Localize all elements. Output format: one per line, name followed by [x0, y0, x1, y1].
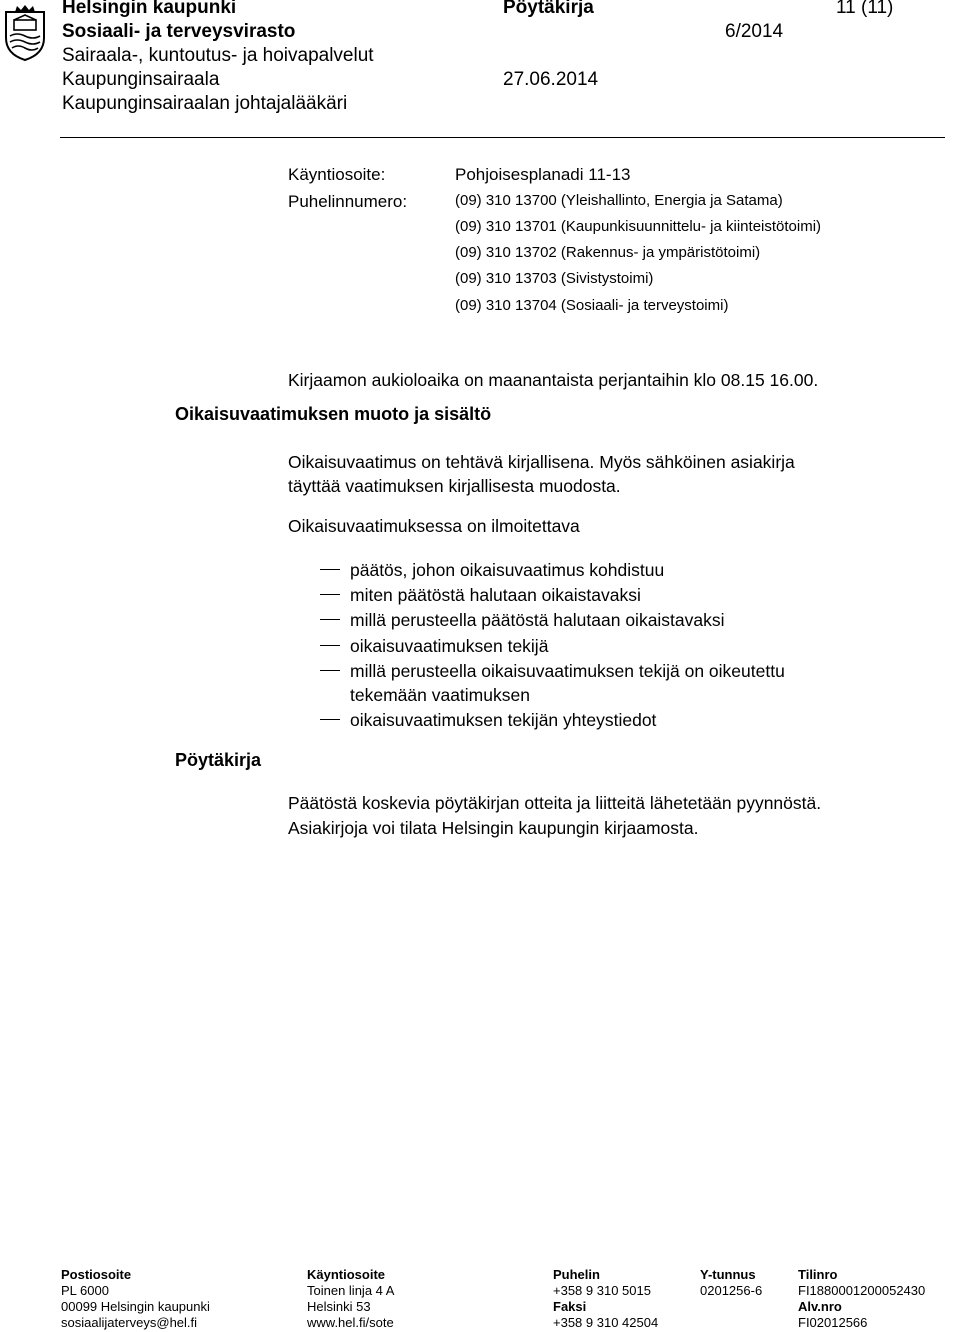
header-page-number: 11 (11) [836, 0, 894, 18]
footer-postal-city: 00099 Helsingin kaupunki [61, 1299, 210, 1314]
header-doc-type: Pöytäkirja [503, 0, 594, 18]
list-item: millä perusteella päätöstä halutaan oikaistavaksi [350, 610, 725, 630]
footer-postal-heading: Postiosoite [61, 1267, 132, 1282]
phone-line: (09) 310 13702 (Rakennus- ja ympäristötoimi) [455, 244, 761, 261]
list-item: miten päätöstä halutaan oikaistavaksi [350, 585, 641, 605]
footer-fax-number: +358 9 310 42504 [553, 1315, 659, 1330]
office-hours: Kirjaamon aukioloaika on maanantaista perjantaihin klo 08.15 16.00. [288, 370, 819, 390]
phone-label: Puhelinnumero: [288, 192, 408, 211]
section-heading-form: Oikaisuvaatimuksen muoto ja sisältö [175, 404, 492, 424]
list-dash-icon [320, 670, 340, 671]
footer-website: www.hel.fi/sote [307, 1315, 394, 1330]
form-list-intro: Oikaisuvaatimuksessa on ilmoitettava [288, 516, 580, 536]
footer-email: sosiaalijaterveys@hel.fi [61, 1315, 198, 1330]
header-agency: Sosiaali- ja terveysvirasto [62, 21, 296, 42]
list-item-continuation: tekemään vaatimuksen [350, 685, 530, 705]
phone-line: (09) 310 13703 (Sivistystoimi) [455, 270, 654, 287]
header-doc-number: 6/2014 [725, 21, 784, 42]
form-paragraph-line: Oikaisuvaatimus on tehtävä kirjallisena. Myös sähköinen asiakirja [288, 452, 795, 472]
list-dash-icon [320, 619, 340, 620]
header-date: 27.06.2014 [503, 69, 599, 90]
footer-account-number: FI1880001200052430 [798, 1283, 926, 1298]
footer-account-heading: Tilinro [798, 1267, 838, 1282]
phone-line: (09) 310 13701 (Kaupunkisuunnittelu- ja kiinteistötoimi) [455, 218, 822, 235]
footer-vat-heading: Alv.nro [798, 1299, 842, 1314]
minutes-text-line: Päätöstä koskevia pöytäkirjan otteita ja liitteitä lähetetään pyynnöstä. [288, 793, 822, 813]
header-divider [60, 137, 945, 138]
list-item: millä perusteella oikaisuvaatimuksen tekijä on oikeutettu [350, 661, 785, 681]
footer-postal-box: PL 6000 [61, 1283, 109, 1298]
list-dash-icon [320, 594, 340, 595]
footer-visit-street: Toinen linja 4 A [307, 1283, 395, 1298]
form-paragraph-line: täyttää vaatimuksen kirjallisesta muodosta. [288, 476, 621, 496]
helsinki-crest-logo [2, 4, 48, 62]
minutes-text-line: Asiakirjoja voi tilata Helsingin kaupungin kirjaamosta. [288, 818, 699, 838]
list-item: oikaisuvaatimuksen tekijä [350, 636, 549, 656]
header-unit: Kaupunginsairaala [62, 69, 220, 90]
footer-phone-number: +358 9 310 5015 [553, 1283, 651, 1298]
list-dash-icon [320, 719, 340, 720]
section-heading-minutes: Pöytäkirja [175, 750, 262, 770]
footer-business-id-heading: Y-tunnus [700, 1267, 756, 1282]
visit-address-label: Käyntiosoite: [288, 165, 386, 184]
footer-visit-city: Helsinki 53 [307, 1299, 371, 1314]
footer-phone-heading: Puhelin [553, 1267, 600, 1282]
phone-line: (09) 310 13700 (Yleishallinto, Energia ja Satama) [455, 192, 783, 209]
header-city: Helsingin kaupunki [62, 0, 237, 18]
list-item: oikaisuvaatimuksen tekijän yhteystiedot [350, 710, 657, 730]
footer-business-id: 0201256-6 [700, 1283, 763, 1298]
phone-line: (09) 310 13704 (Sosiaali- ja terveystoimi) [455, 297, 729, 314]
visit-address-value: Pohjoisesplanadi 11-13 [455, 165, 631, 184]
list-dash-icon [320, 645, 340, 646]
header-role: Kaupunginsairaalan johtajalääkäri [62, 93, 348, 114]
header-department: Sairaala-, kuntoutus- ja hoivapalvelut [62, 45, 374, 66]
list-item: päätös, johon oikaisuvaatimus kohdistuu [350, 560, 665, 580]
footer-fax-heading: Faksi [553, 1299, 587, 1314]
list-dash-icon [320, 569, 340, 570]
footer-visit-heading: Käyntiosoite [307, 1267, 386, 1282]
footer-vat-number: FI02012566 [798, 1315, 868, 1330]
